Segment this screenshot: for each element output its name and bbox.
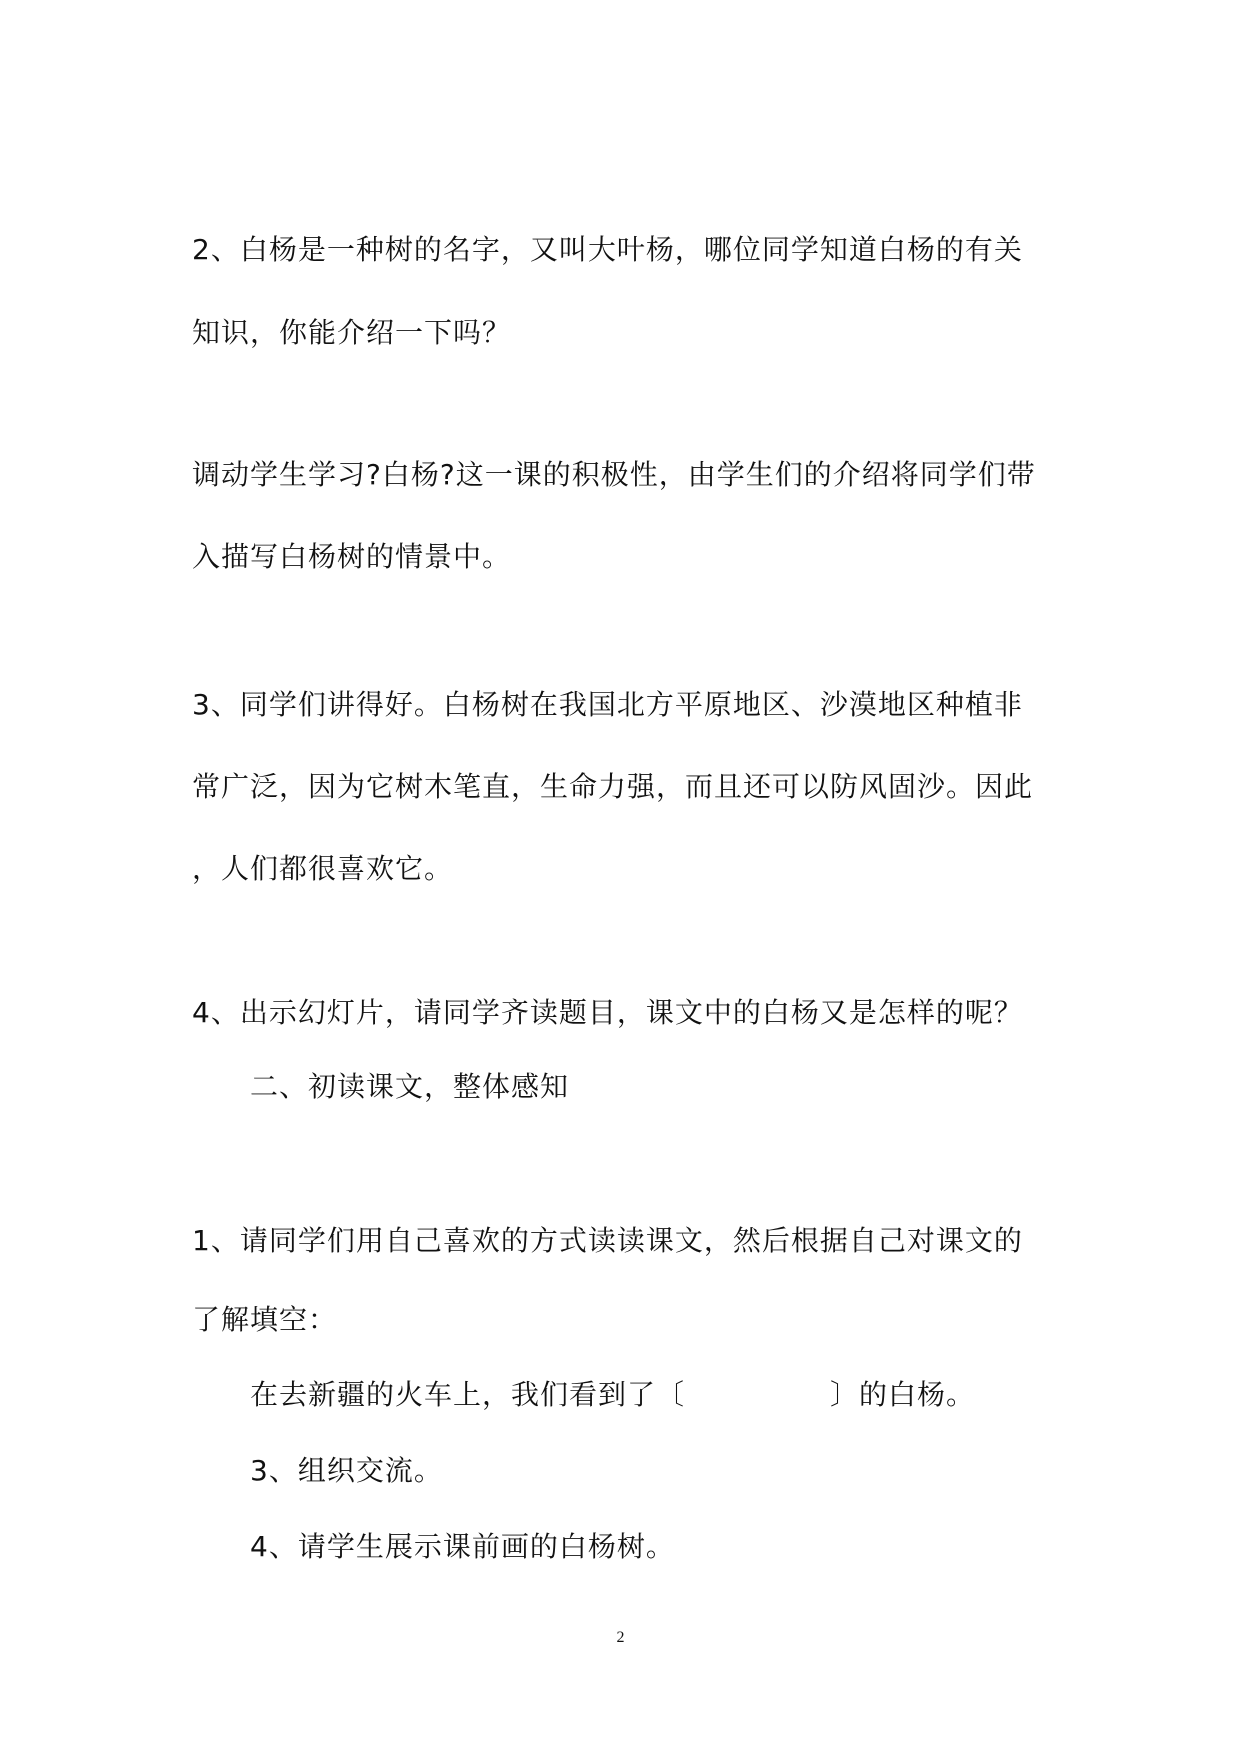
paragraph-line: 调动学生学习?白杨?这一课的积极性，由学生们的介绍将同学们带 [192,458,1036,491]
paragraph-line: 3、组织交流。 [250,1454,443,1487]
paragraph-line: 入描写白杨树的情景中。 [192,540,512,573]
fill-in-blank-line: 在去新疆的火车上，我们看到了〔 〕的白杨。 [250,1378,976,1411]
paragraph-line: 了解填空： [192,1303,338,1336]
paragraph-line: 1、请同学们用自己喜欢的方式读读课文，然后根据自己对课文的 [192,1224,1023,1257]
page-number: 2 [616,1629,625,1646]
paragraph-line: ，人们都很喜欢它。 [192,852,454,885]
paragraph-line: 2、白杨是一种树的名字，又叫大叶杨，哪位同学知道白杨的有关 [192,233,1023,266]
paragraph-line: 3、同学们讲得好。白杨树在我国北方平原地区、沙漠地区种植非 [192,688,1023,721]
paragraph-line: 常广泛，因为它树木笔直，生命力强，而且还可以防风固沙。因此 [192,770,1034,803]
paragraph-line: 知识，你能介绍一下吗？ [192,316,512,349]
paragraph-line: 4、请学生展示课前画的白杨树。 [250,1530,675,1563]
section-heading: 二、初读课文，整体感知 [250,1070,570,1103]
paragraph-line: 4、出示幻灯片，请同学齐读题目，课文中的白杨又是怎样的呢？ [192,996,1023,1029]
